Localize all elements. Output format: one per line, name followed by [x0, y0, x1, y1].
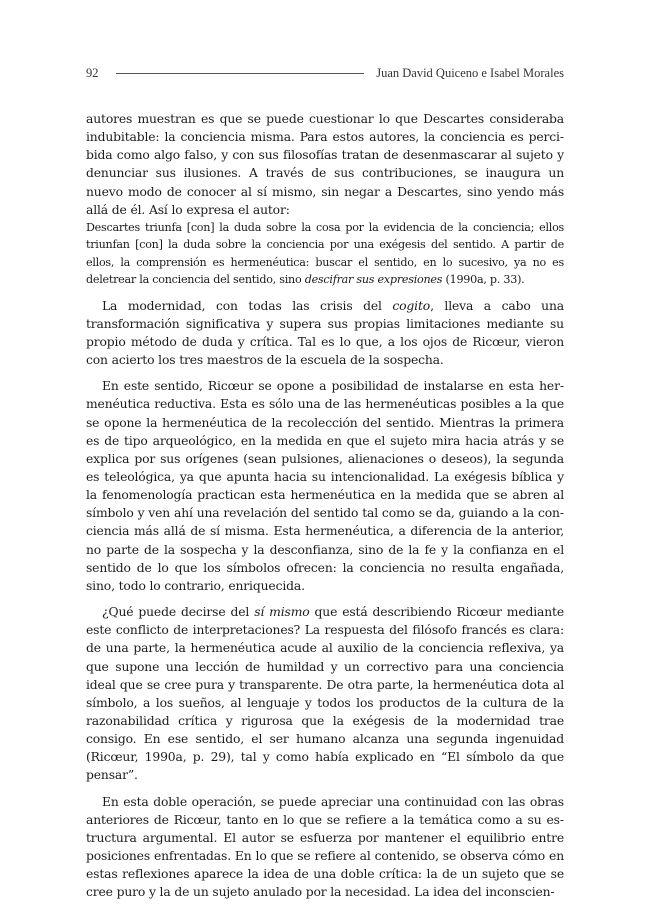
paragraph-2-text-b: , lleva a cabo una transformación significativa y supera sus propias limitaciones mediante su propio método de duda y crítica. Tal es lo que, a los ojos de Ricœur, vieron con acierto los tres maestros de la escuela de la sospecha.	[86, 298, 564, 368]
paragraph-3: En este sentido, Ricœur se opone a posibilidad de instalarse en esta hermenéutica reductiva. Esta es sólo una de las hermenéuticas posibles a la que se opone la hermenéutica de la recolección del sentido. Mientras la primera es de tipo arqueológico, en la medida en que el sujeto mira hacia atrás y se explica por sus orígenes (sean pulsiones, alienaciones o deseos), la segunda es teleológica, ya que apunta hacia su intencionalidad. La exégesis bíblica y la fenomenología practican esta hermenéutica en la medida que se abren al símbolo y ven ahí una revelación del sentido tal como se da, guiando a la conciencia más allá de sí misma. Esta hermenéutica, a diferencia de la anterior, no parte de la sospecha y la desconfianza, sino de la fe y la confianza en el sentido de lo que los símbolos ofrecen: la conciencia no resulta engañada, sino, todo lo contrario, enriquecida.	[86, 379, 564, 593]
paragraph-2	[86, 297, 564, 370]
quote-citation: (1990a, p. 33).	[442, 273, 525, 287]
paragraph-2-text-a: La modernidad, con todas las crisis del	[102, 298, 393, 313]
paragraph-4-text-a: ¿Qué puede decirse del	[102, 605, 255, 620]
page-body	[86, 110, 564, 902]
quote-text: Descartes triunfa [con] la duda sobre la cosa por la evidencia de la conciencia; ellos triunfan [con] la duda sobre la conciencia por una exégesis del sentido. A partir de ellos, la comprensión es hermenéutica: buscar el sentido, en lo sucesivo, ya no es deletrear la conciencia del sentido, sino	[86, 220, 564, 287]
quote-emphasis: descifrar sus expresiones	[304, 273, 443, 287]
paragraph-2-emphasis: cogito	[392, 298, 431, 313]
header-authors: Juan David Quiceno e Isabel Morales	[376, 65, 564, 80]
running-header	[86, 64, 564, 82]
paragraph-4-emphasis: sí mismo	[254, 605, 310, 620]
paragraph-5: En esta doble operación, se puede apreciar una continuidad con las obras anteriores de Ricœur, tanto en lo que se refiere a la temática como a su estructura argumental. El autor se esfuerza por mantener el equilibrio entre posiciones enfrentadas. En lo que se refiere al contenido, se observa cómo en estas reflexiones aparece la idea de una doble crítica: la de un sujeto que se cree puro y la de un sujeto anulado por la necesidad. La idea del inconscien-	[86, 794, 564, 900]
paragraph-4-text-b: que está describiendo Ricœur mediante este conflicto de interpretaciones? La respuesta del filósofo francés es clara: de una parte, la hermenéutica acude al auxilio de la conciencia reflexiva, ya que supone una lección de humildad y un correctivo para una conciencia ideal que se cree pura y transparente. De otra parte, la hermenéutica dota al símbolo, a los sueños, al lenguaje y todos los productos de la cultura de la razonabilidad crítica y rigurosa que la exégesis de la modernidad trae consigo. En ese sentido, el ser humano alcanza una segunda ingenuidad (Ricœur, 1990a, p. 29), tal y como había explicado en “El símbolo da que pensar”.	[86, 605, 564, 783]
paragraph-4	[86, 603, 564, 785]
page-number: 92	[86, 65, 99, 80]
header-rule	[116, 73, 364, 74]
block-quote	[86, 219, 564, 289]
paragraph-1: autores muestran es que se puede cuestionar lo que Descartes consideraba indubitable: la conciencia misma. Para estos autores, la conciencia es percibida como algo falso, y con sus filosofías tratan de desenmascarar al sujeto y denunciar sus ilusiones. A través de sus contribuciones, se inaugura un nuevo modo de conocer al sí mismo, sin negar a Descartes, sino yendo más allá de él. Así lo expresa el autor:	[86, 112, 564, 217]
